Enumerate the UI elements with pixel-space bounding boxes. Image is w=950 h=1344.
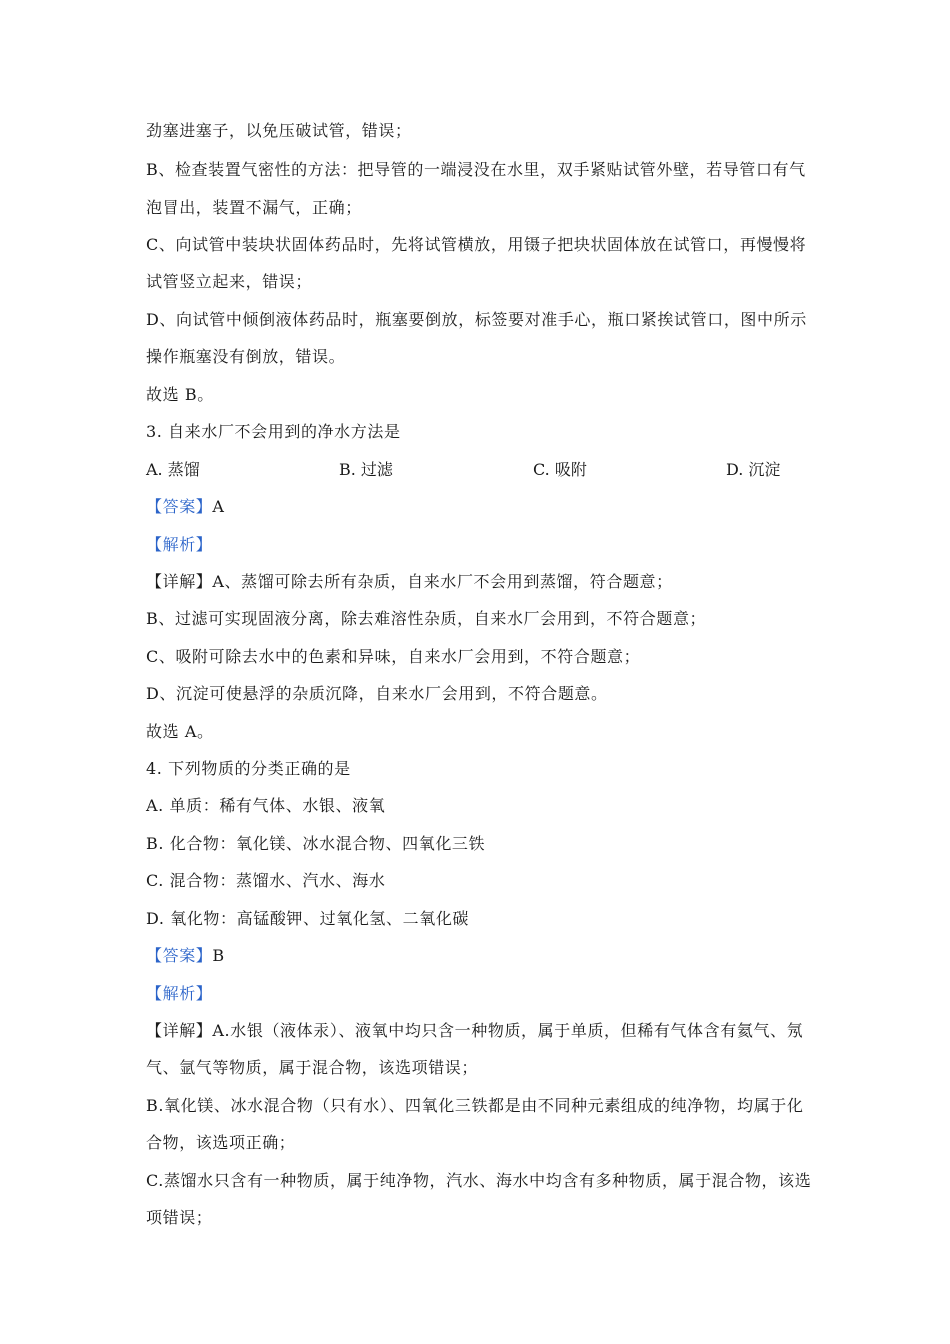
analysis-label: 【解析】 xyxy=(146,984,213,1003)
q4-answer xyxy=(146,945,816,967)
answer-label: 【答案】 xyxy=(146,497,213,516)
q3-stem: 3. 自来水厂不会用到的净水方法是 xyxy=(146,422,401,441)
q4-detail-c-line2: 项错误； xyxy=(146,1208,213,1227)
q3-option-d: D. 沉淀 xyxy=(726,460,781,479)
q2-option-d-explanation-line2: 操作瓶塞没有倒放，错误。 xyxy=(146,347,346,366)
detail-label: 【详解】 xyxy=(146,1021,213,1040)
q2-option-c-explanation-line2: 试管竖立起来，错误； xyxy=(146,272,313,291)
q2-continuation-line: 劲塞进塞子，以免压破试管，错误； xyxy=(146,121,412,140)
q4-option-a: A. 单质：稀有气体、水银、液氧 xyxy=(146,796,386,815)
q3-detail-a xyxy=(146,571,816,593)
q3-analysis-heading xyxy=(146,534,816,556)
q3-detail-d: D、沉淀可使悬浮的杂质沉降，自来水厂会用到，不符合题意。 xyxy=(146,684,608,703)
q3-detail-b: B、过滤可实现固液分离，除去难溶性杂质，自来水厂会用到，不符合题意； xyxy=(146,609,707,628)
q4-option-c: C. 混合物：蒸馏水、汽水、海水 xyxy=(146,871,386,890)
q4-stem: 4. 下列物质的分类正确的是 xyxy=(146,759,351,778)
q2-option-d-explanation-line1: D、向试管中倾倒液体药品时，瓶塞要倒放，标签要对准手心，瓶口紧挨试管口，图中所示 xyxy=(146,310,807,329)
answer-value: B xyxy=(212,946,225,965)
q4-detail-b-line2: 合物，该选项正确； xyxy=(146,1133,296,1152)
detail-text: A.水银（液体汞）、液氧中均只含一种物质，属于单质，但稀有气体含有氦气、氖 xyxy=(212,1021,804,1040)
q3-option-c: C. 吸附 xyxy=(533,460,587,479)
q2-choice: 故选 B。 xyxy=(146,385,214,404)
detail-text: A、蒸馏可除去所有杂质，自来水厂不会用到蒸馏，符合题意； xyxy=(212,572,673,591)
answer-value: A xyxy=(212,497,225,516)
q2-option-c-explanation-line1: C、向试管中装块状固体药品时，先将试管横放，用镊子把块状固体放在试管口，再慢慢将 xyxy=(146,235,807,254)
analysis-label: 【解析】 xyxy=(146,535,213,554)
detail-label: 【详解】 xyxy=(146,572,213,591)
q2-option-b-explanation-line2: 泡冒出，装置不漏气，正确； xyxy=(146,198,362,217)
q4-detail-b-line1: B.氧化镁、冰水混合物（只有水）、四氧化三铁都是由不同种元素组成的纯净物，均属于化 xyxy=(146,1096,804,1115)
q4-option-d: D. 氧化物：高锰酸钾、过氧化氢、二氧化碳 xyxy=(146,909,470,928)
q3-detail-c: C、吸附可除去水中的色素和异味，自来水厂会用到，不符合题意； xyxy=(146,647,641,666)
q2-option-b-explanation-line1: B、检查装置气密性的方法：把导管的一端浸没在水里，双手紧贴试管外壁，若导管口有气 xyxy=(146,160,806,179)
q4-detail-a-line2: 气、氩气等物质，属于混合物，该选项错误； xyxy=(146,1058,479,1077)
q3-option-b: B. 过滤 xyxy=(339,460,393,479)
q3-option-a: A. 蒸馏 xyxy=(146,460,200,479)
q4-detail-c-line1: C.蒸馏水只含有一种物质，属于纯净物，汽水、海水中均含有多种物质，属于混合物，该选 xyxy=(146,1171,812,1190)
q3-answer xyxy=(146,496,816,518)
answer-label: 【答案】 xyxy=(146,946,213,965)
q4-option-b: B. 化合物：氧化镁、冰水混合物、四氧化三铁 xyxy=(146,834,486,853)
q3-choice: 故选 A。 xyxy=(146,722,214,741)
q4-analysis-heading xyxy=(146,983,816,1005)
q4-detail-a-line1 xyxy=(146,1020,816,1042)
